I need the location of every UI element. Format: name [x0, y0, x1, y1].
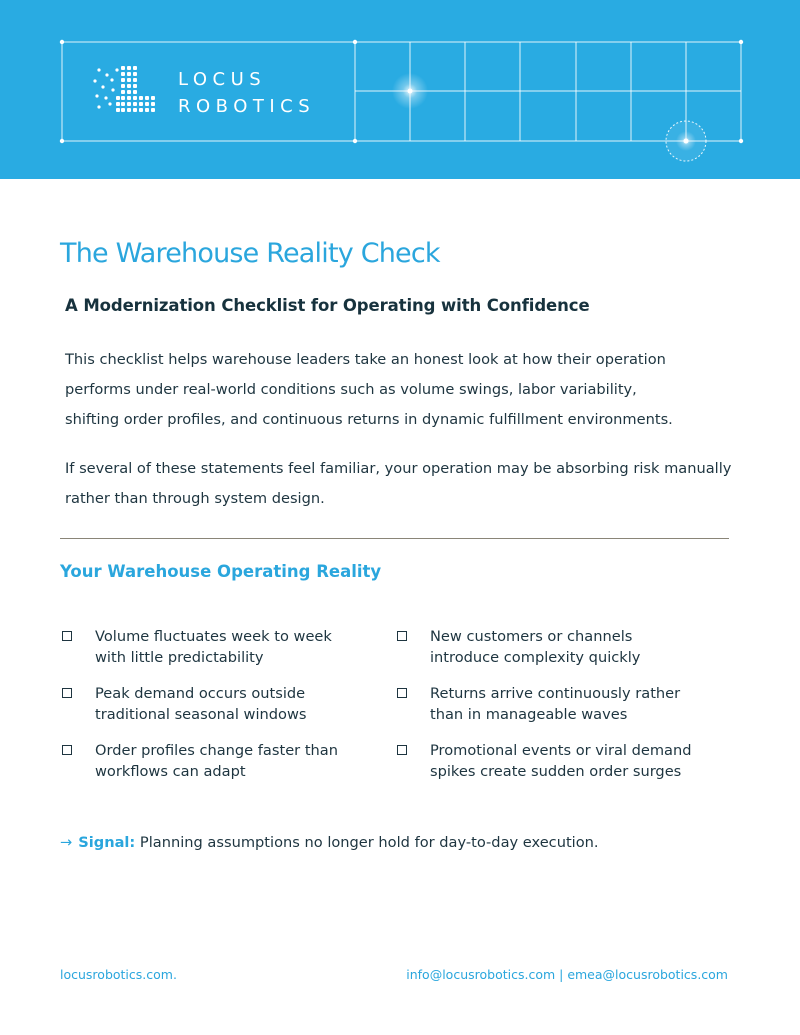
checklist-item[interactable] — [395, 626, 705, 668]
checklist-left-column — [60, 626, 360, 797]
header-banner — [0, 0, 800, 179]
checklist-right-column — [395, 626, 705, 797]
checklist-item-text: Promotional events or viral demand spikes create sudden order surges — [430, 742, 692, 780]
grid-graphic — [0, 0, 800, 179]
signal-callout — [60, 834, 599, 851]
intro-line-1: This checklist helps warehouse leaders take an honest look at how their operation — [65, 351, 666, 368]
intro-text — [65, 345, 745, 533]
checkbox[interactable] — [397, 688, 407, 698]
signal-label: Signal: — [78, 834, 136, 851]
intro-paragraph-1 — [65, 345, 745, 435]
page-subtitle: A Modernization Checklist for Operating with Confidence — [65, 296, 590, 315]
checklist-item[interactable] — [60, 740, 360, 782]
footer-website-link[interactable]: locusrobotics.com. — [60, 967, 177, 982]
checklist-item[interactable] — [395, 740, 705, 782]
signal-text: Planning assumptions no longer hold for day-to-day execution. — [135, 834, 599, 851]
brand-line-2: ROBOTICS — [178, 96, 316, 117]
checkbox[interactable] — [62, 745, 72, 755]
section-title: Your Warehouse Operating Reality — [60, 562, 382, 581]
checkbox[interactable] — [397, 631, 407, 641]
checklist-item-text: Returns arrive continuously rather than in manageable waves — [430, 685, 681, 723]
checklist-item-text: New customers or channels introduce complexity quickly — [430, 628, 641, 666]
intro-line-2: performs under real-world conditions such as volume swings, labor variability, — [65, 381, 637, 398]
checklist-item-text: Volume fluctuates week to week with little predictability — [95, 628, 332, 666]
checkbox[interactable] — [397, 745, 407, 755]
intro-line-3: shifting order profiles, and continuous returns in dynamic fulfillment environments. — [65, 411, 673, 428]
checklist-item-text: Order profiles change faster than workflows can adapt — [95, 742, 338, 780]
section-divider — [60, 538, 729, 539]
brand-line-1: LOCUS — [178, 69, 267, 90]
checklist-item[interactable] — [60, 683, 360, 725]
page-title: The Warehouse Reality Check — [60, 238, 440, 269]
arrow-right-icon: → — [60, 834, 73, 851]
intro-paragraph-2: If several of these statements feel familiar, your operation may be absorbing risk manually rather than through system design. — [65, 460, 732, 507]
locus-l-dot-matrix-icon — [93, 66, 155, 112]
checklist-item[interactable] — [395, 683, 705, 725]
brand-wordmark — [178, 66, 315, 120]
footer-contact-emails[interactable]: info@locusrobotics.com | emea@locusrobotics.com — [406, 967, 728, 982]
checklist-item[interactable] — [60, 626, 360, 668]
checkbox[interactable] — [62, 631, 72, 641]
checklist-item-text: Peak demand occurs outside traditional seasonal windows — [95, 685, 307, 723]
checkbox[interactable] — [62, 688, 72, 698]
